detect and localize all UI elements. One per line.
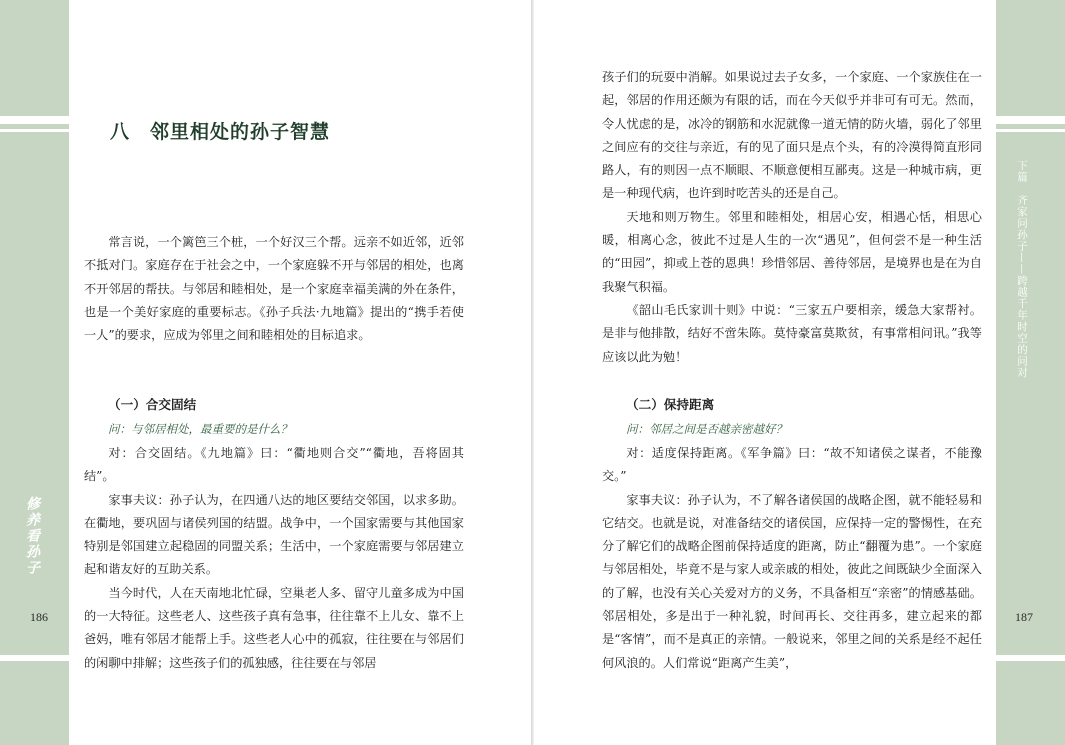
intro-paragraph-block — [84, 231, 464, 347]
commentary-1: 家事夫议：孙子认为，在四通八达的地区要结交邻国，以求多助。在衢地，要巩固与诸侯列国的结盟。战争中，一个国家需要与其他国家特别是邻国建立起稳固的同盟关系；生活中，一个家庭需要与邻居建立起和谐友好的互助关系。 — [84, 492, 464, 577]
right-margin-strip — [996, 0, 1065, 745]
question-1: 问：与邻居相处，最重要的是什么？ — [108, 422, 292, 436]
right-body-block — [602, 442, 982, 675]
margin-gap — [996, 129, 1065, 132]
left-side-title: 修养看孙子 — [24, 496, 40, 576]
section-title-1: （一）合交固结 — [108, 397, 197, 412]
margin-gap — [0, 655, 69, 661]
body-paragraph-continued: 孩子们的玩耍中消解。如果说过去子女多，一个家庭、一个家族住在一起，邻居的作用还颇为有限的话，而在今天似乎并非可有可无。然而，令人忧虑的是，冰冷的钢筋和水泥就像一道无情的防火墙，弱化了邻里之间应有的交往与亲近，有的见了面只是点个头，有的冷漠得简直形同路人，有的则因一点不顺眼、不顺意便相互鄙夷。这是一种城市病，更是一种现代病，也许到时吃苦头的还是自己。 — [602, 70, 982, 201]
margin-gap — [0, 129, 69, 132]
right-top-block — [602, 66, 982, 369]
body-paragraph: 《韶山毛氏家训十则》中说：“三家五户要相亲，缓急大家帮衬。是非与他排散，结好不啻朱陈。莫恃豪富莫欺贫，有事常相问讯。”我等应该以此为勉！ — [602, 302, 982, 364]
margin-gap — [996, 655, 1065, 661]
section-title-2: （二）保持距离 — [626, 397, 715, 412]
chapter-title: 八 邻里相处的孙子智慧 — [110, 121, 331, 143]
answer-1: 对：合交固结。《九地篇》曰：“衢地则合交”“衢地，吾将固其结”。 — [84, 446, 464, 484]
left-page-number: 186 — [30, 610, 48, 624]
book-gutter — [531, 0, 534, 745]
question-2: 问：邻居之间是否越亲密越好？ — [626, 422, 787, 436]
right-page-number: 187 — [1015, 610, 1033, 624]
left-margin-strip — [0, 0, 69, 745]
left-body-block — [84, 442, 464, 675]
margin-gap — [0, 116, 69, 124]
body-paragraph: 当今时代，人在天南地北忙碌，空巢老人多、留守儿童多成为中国的一大特征。这些老人、这些孩子真有急事，往往靠不上儿女、靠不上爸妈，唯有邻居才能帮上手。这些老人心中的孤寂，往往要在与邻居们的闲聊中排解；这些孩子们的孤独感，往往要在与邻居 — [84, 585, 464, 670]
right-side-title: 下篇 齐家问孙子——跨越千年时空的问对 — [1016, 160, 1028, 379]
margin-gap — [996, 116, 1065, 124]
left-page — [84, 0, 464, 745]
answer-2: 对：适度保持距离。《军争篇》曰：“故不知诸侯之谋者，不能豫交。” — [602, 446, 982, 484]
commentary-2: 家事夫议：孙子认为，不了解各诸侯国的战略企图，就不能轻易和它结交。也就是说，对准备结交的诸侯国，应保持一定的警惕性，在充分了解它们的战略企图前保持适度的距离，防止“翻覆为患”。一个家庭与邻居相处，毕竟不是与家人或亲戚的相处，彼此之间既缺少全面深入的了解，也没有关心关爱对方的义务，不具备相互“亲密”的情感基础。邻居相处，多是出于一种礼貌，时间再长、交往再多，建立起来的都是“客情”，而不是真正的亲情。一般说来，邻里之间的关系是经不起任何风浪的。人们常说“距离产生美”， — [602, 492, 982, 670]
intro-paragraph: 常言说，一个篱笆三个桩，一个好汉三个帮。远亲不如近邻，近邻不抵对门。家庭存在于社会之中，一个家庭躲不开与邻居的相处，也离不开邻居的帮扶。与邻居和睦相处，是一个家庭幸福美满的外在条件，也是一个美好家庭的重要标志。《孙子兵法·九地篇》提出的“携手若使一人”的要求，应成为邻里之间和睦相处的目标追求。 — [84, 235, 464, 343]
body-paragraph: 天地和则万物生。邻里和睦相处，相居心安，相遇心恬，相思心暖，相离心念，彼此不过是人生的一次“遇见”，但何尝不是一种生活的“田园”，抑或上苍的恩典！珍惜邻居、善待邻居，是境界也是在为自我聚气积福。 — [602, 209, 982, 294]
right-page — [602, 0, 982, 745]
